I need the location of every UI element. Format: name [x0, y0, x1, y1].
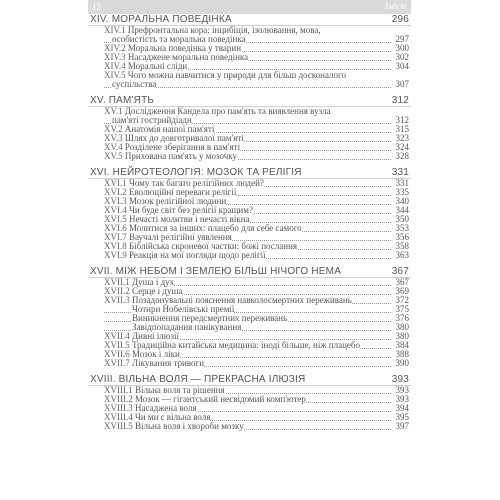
section-title: XVIII. ВІЛЬНА ВОЛЯ — ПРЕКРАСНА ІЛЮЗІЯ: [90, 374, 306, 385]
toc-entry: [88, 359, 411, 368]
toc-entry: [88, 80, 411, 89]
page-number: 12: [92, 2, 101, 12]
section-title: XIV. МОРАЛЬНА ПОВЕДІНКА: [90, 14, 232, 25]
toc-entry-number: XV.1: [104, 106, 125, 116]
toc-entry-number: XVII.5: [104, 340, 132, 350]
toc-entry-title: Серце і душа: [132, 286, 183, 296]
toc-entry-page: 328: [395, 151, 409, 161]
toc-entry-title: Еволюційні переваги релігії: [129, 187, 237, 197]
toc-entry-page: 304: [395, 61, 409, 71]
toc-entry-title: Розділене зберігання в пам'яті: [124, 142, 241, 152]
toc-entry-title: Мозок — гігантський несвідомий комп'ютер: [135, 394, 306, 404]
toc-entry-page: 315: [395, 124, 409, 134]
toc-entry-title: Мозок і ліки: [132, 349, 180, 359]
toc-entry-number: XVI.8: [104, 241, 129, 251]
toc-entry-number: XVII.7: [104, 358, 132, 368]
toc-entry-number: XVII.3: [104, 295, 132, 305]
toc-entry-title: Вільна воля та рішення: [135, 385, 225, 395]
toc-entry-title: Молитися за інших: плацебо для себе самого: [129, 223, 302, 233]
toc-entry-page: 324: [395, 142, 409, 152]
toc-entry-title: Мозок релігійної людини: [129, 196, 227, 206]
toc-entry-title: Вільна воля і хвороби мозку: [135, 421, 244, 431]
toc-entry-number: XVI.5: [104, 214, 129, 224]
toc-entry-title: Реакція на мої погляди щодо релігії: [129, 250, 266, 260]
toc-entry-number: XV.2: [104, 124, 125, 134]
running-header: [88, 0, 411, 14]
toc-entry-number: XVI.2: [104, 187, 129, 197]
section-page: 393: [391, 374, 409, 385]
toc-entry-page: 372: [395, 295, 409, 305]
toc-entry-title: Виникнення передсмертних переживань: [132, 313, 288, 323]
toc-entry-page: 323: [395, 133, 409, 143]
toc-entry-page: 388: [395, 349, 409, 359]
toc-entry-text: [104, 422, 244, 431]
toc-entry-title: Моральна поведінка у тварин: [127, 43, 242, 53]
toc-entry-page: 353: [395, 223, 409, 233]
toc-entry-text: [104, 359, 204, 368]
toc-entry-number: XVIII.1: [104, 385, 135, 395]
toc-entry-number: XV.5: [104, 151, 125, 161]
toc-entry-title: Насаджена воля: [135, 403, 197, 413]
toc-entry-text: [104, 152, 237, 161]
toc-entry-title: Чотири Нобелівські премії: [132, 304, 235, 314]
toc-entry-page: 394: [395, 403, 409, 413]
toc-entry-title: Префронтальна кора: інцибіція, ізолювання, мова,: [127, 25, 321, 35]
toc-entry-title: Моральні сліди: [127, 61, 188, 71]
section-gap: [88, 431, 411, 437]
toc-entry-page: 395: [395, 412, 409, 422]
toc-entry-title: суспільства: [112, 79, 157, 89]
toc-entry-title: Душа і дух: [132, 277, 175, 287]
toc-entry-page: 376: [395, 313, 409, 323]
toc-entry-title: Дивні ілюзії: [132, 331, 180, 341]
toc-entry-page: 356: [395, 232, 409, 242]
toc-entry-title: Традиційна китайська медицина: іноді більше, ніж плацебо: [132, 340, 360, 350]
toc-entry-title: Лікування тривоги: [132, 358, 205, 368]
toc-entry-page: 363: [395, 250, 409, 260]
toc-entry-page: 384: [395, 340, 409, 350]
toc-entry-page: 375: [395, 304, 409, 314]
toc-entry-number: XIV.2: [104, 43, 128, 53]
toc-entry-number: XVI.6: [104, 223, 129, 233]
toc-entry-number: XVII.4: [104, 331, 132, 341]
toc-entry-number: XV.3: [104, 133, 125, 143]
toc-entry-number: XVIII.4: [104, 412, 135, 422]
toc-entry: [88, 251, 411, 260]
toc-entry-title: Чому так багато релігійних людей?: [129, 178, 264, 188]
section-title: XVI. НЕЙРОТЕОЛОГІЯ: МОЗОК ТА РЕЛІГІЯ: [90, 167, 302, 178]
toc-entry-title: Чого можна навчитися у природи для більш досконалого: [127, 70, 347, 80]
section-page: 296: [391, 14, 409, 25]
toc-entry-text: [104, 251, 266, 260]
toc-entry-title: Завідпопадання панікування: [132, 322, 242, 332]
toc-entry-page: 297: [395, 34, 409, 44]
running-title: Зміст: [383, 1, 407, 11]
toc-entry-page: 380: [395, 322, 409, 332]
toc-entry-page: 340: [395, 196, 409, 206]
toc-entry-page: 302: [395, 52, 409, 62]
toc-entry-title: Біблійська скроневої частки: божі послання: [129, 241, 298, 251]
toc-entry-number: XV.4: [104, 142, 125, 152]
toc-entry-page: 380: [395, 331, 409, 341]
toc-entry-number: XVI.3: [104, 196, 129, 206]
toc-entry-title: Чи буде світ без релігії кращим?: [129, 205, 253, 215]
toc-entry-number: XVII.1: [104, 277, 132, 287]
toc-entry-title: Прихована пам'ять у мозочку: [124, 151, 238, 161]
toc-entry-page: 390: [395, 358, 409, 368]
toc-entry-title: Насаджене моральна поведінка: [127, 52, 249, 62]
toc-entry-number: XVII.2: [104, 286, 132, 296]
table-of-contents: [88, 14, 411, 437]
toc-entry-number: XVI.7: [104, 232, 129, 242]
toc-entry-page: 350: [395, 214, 409, 224]
toc-entry-number: XVI.4: [104, 205, 129, 215]
toc-entry-number: XVIII.5: [104, 421, 135, 431]
toc-entry-number: XVIII.3: [104, 403, 135, 413]
toc-entry-number: XVI.9: [104, 250, 129, 260]
toc-entry-number: XIV.5: [104, 70, 128, 80]
toc-entry-number: XIV.3: [104, 52, 128, 62]
toc-entry-title: Чи ми є вільна воля: [135, 412, 211, 422]
toc-entry-number: XVI.1: [104, 178, 129, 188]
toc-entry-title: Нечасті молитви і нечасті вікна: [129, 214, 250, 224]
toc-entry: [88, 422, 411, 431]
toc-entry-page: 393: [395, 394, 409, 404]
section-title: XV. ПАМ'ЯТЬ: [90, 95, 155, 106]
toc-entry-page: 331: [395, 178, 409, 188]
section-page: 331: [391, 167, 409, 178]
toc-entry-page: 393: [395, 385, 409, 395]
toc-entry-title: Анатомія нашої пам'яті: [124, 124, 215, 134]
toc-entry-text: [112, 80, 156, 89]
toc-entry-page: 367: [395, 277, 409, 287]
toc-entry-title: Дослідження Кандела про пам'ять та виявлення вузла: [124, 106, 331, 116]
toc-entry-page: 300: [395, 43, 409, 53]
toc-entry-number: XVIII.2: [104, 394, 135, 404]
toc-entry-number: XVII.6: [104, 349, 132, 359]
toc-entry-page: 344: [395, 205, 409, 215]
toc-entry: [88, 152, 411, 161]
toc-entry-title: пам'яті гострийдіадн: [112, 115, 192, 125]
section-page: 367: [391, 266, 409, 277]
toc-entry-number: XIV.4: [104, 61, 128, 71]
toc-entry-page: 358: [395, 241, 409, 251]
section-title: XVII. МІЖ НЕБОМ І ЗЕМЛЕЮ БІЛЬШ НІЧОГО НЕМА: [90, 266, 342, 277]
toc-entry-title: особистість та моральна поведінка: [112, 34, 246, 44]
section-page: 312: [391, 95, 409, 106]
toc-entry-page: 369: [395, 286, 409, 296]
toc-entry-title: Позадонувальні пояснення навколосмертних переживань: [132, 295, 352, 305]
toc-entry-page: 397: [395, 421, 409, 431]
toc-entry-page: 307: [395, 79, 409, 89]
toc-entry-page: 312: [395, 115, 409, 125]
toc-entry-number: XIV.1: [104, 25, 128, 35]
toc-entry-title: Шлях до довготривалої пам'яті: [124, 133, 244, 143]
toc-entry-title: Ваучалі релігійні уявлення: [129, 232, 232, 242]
toc-entry-page: 335: [395, 187, 409, 197]
